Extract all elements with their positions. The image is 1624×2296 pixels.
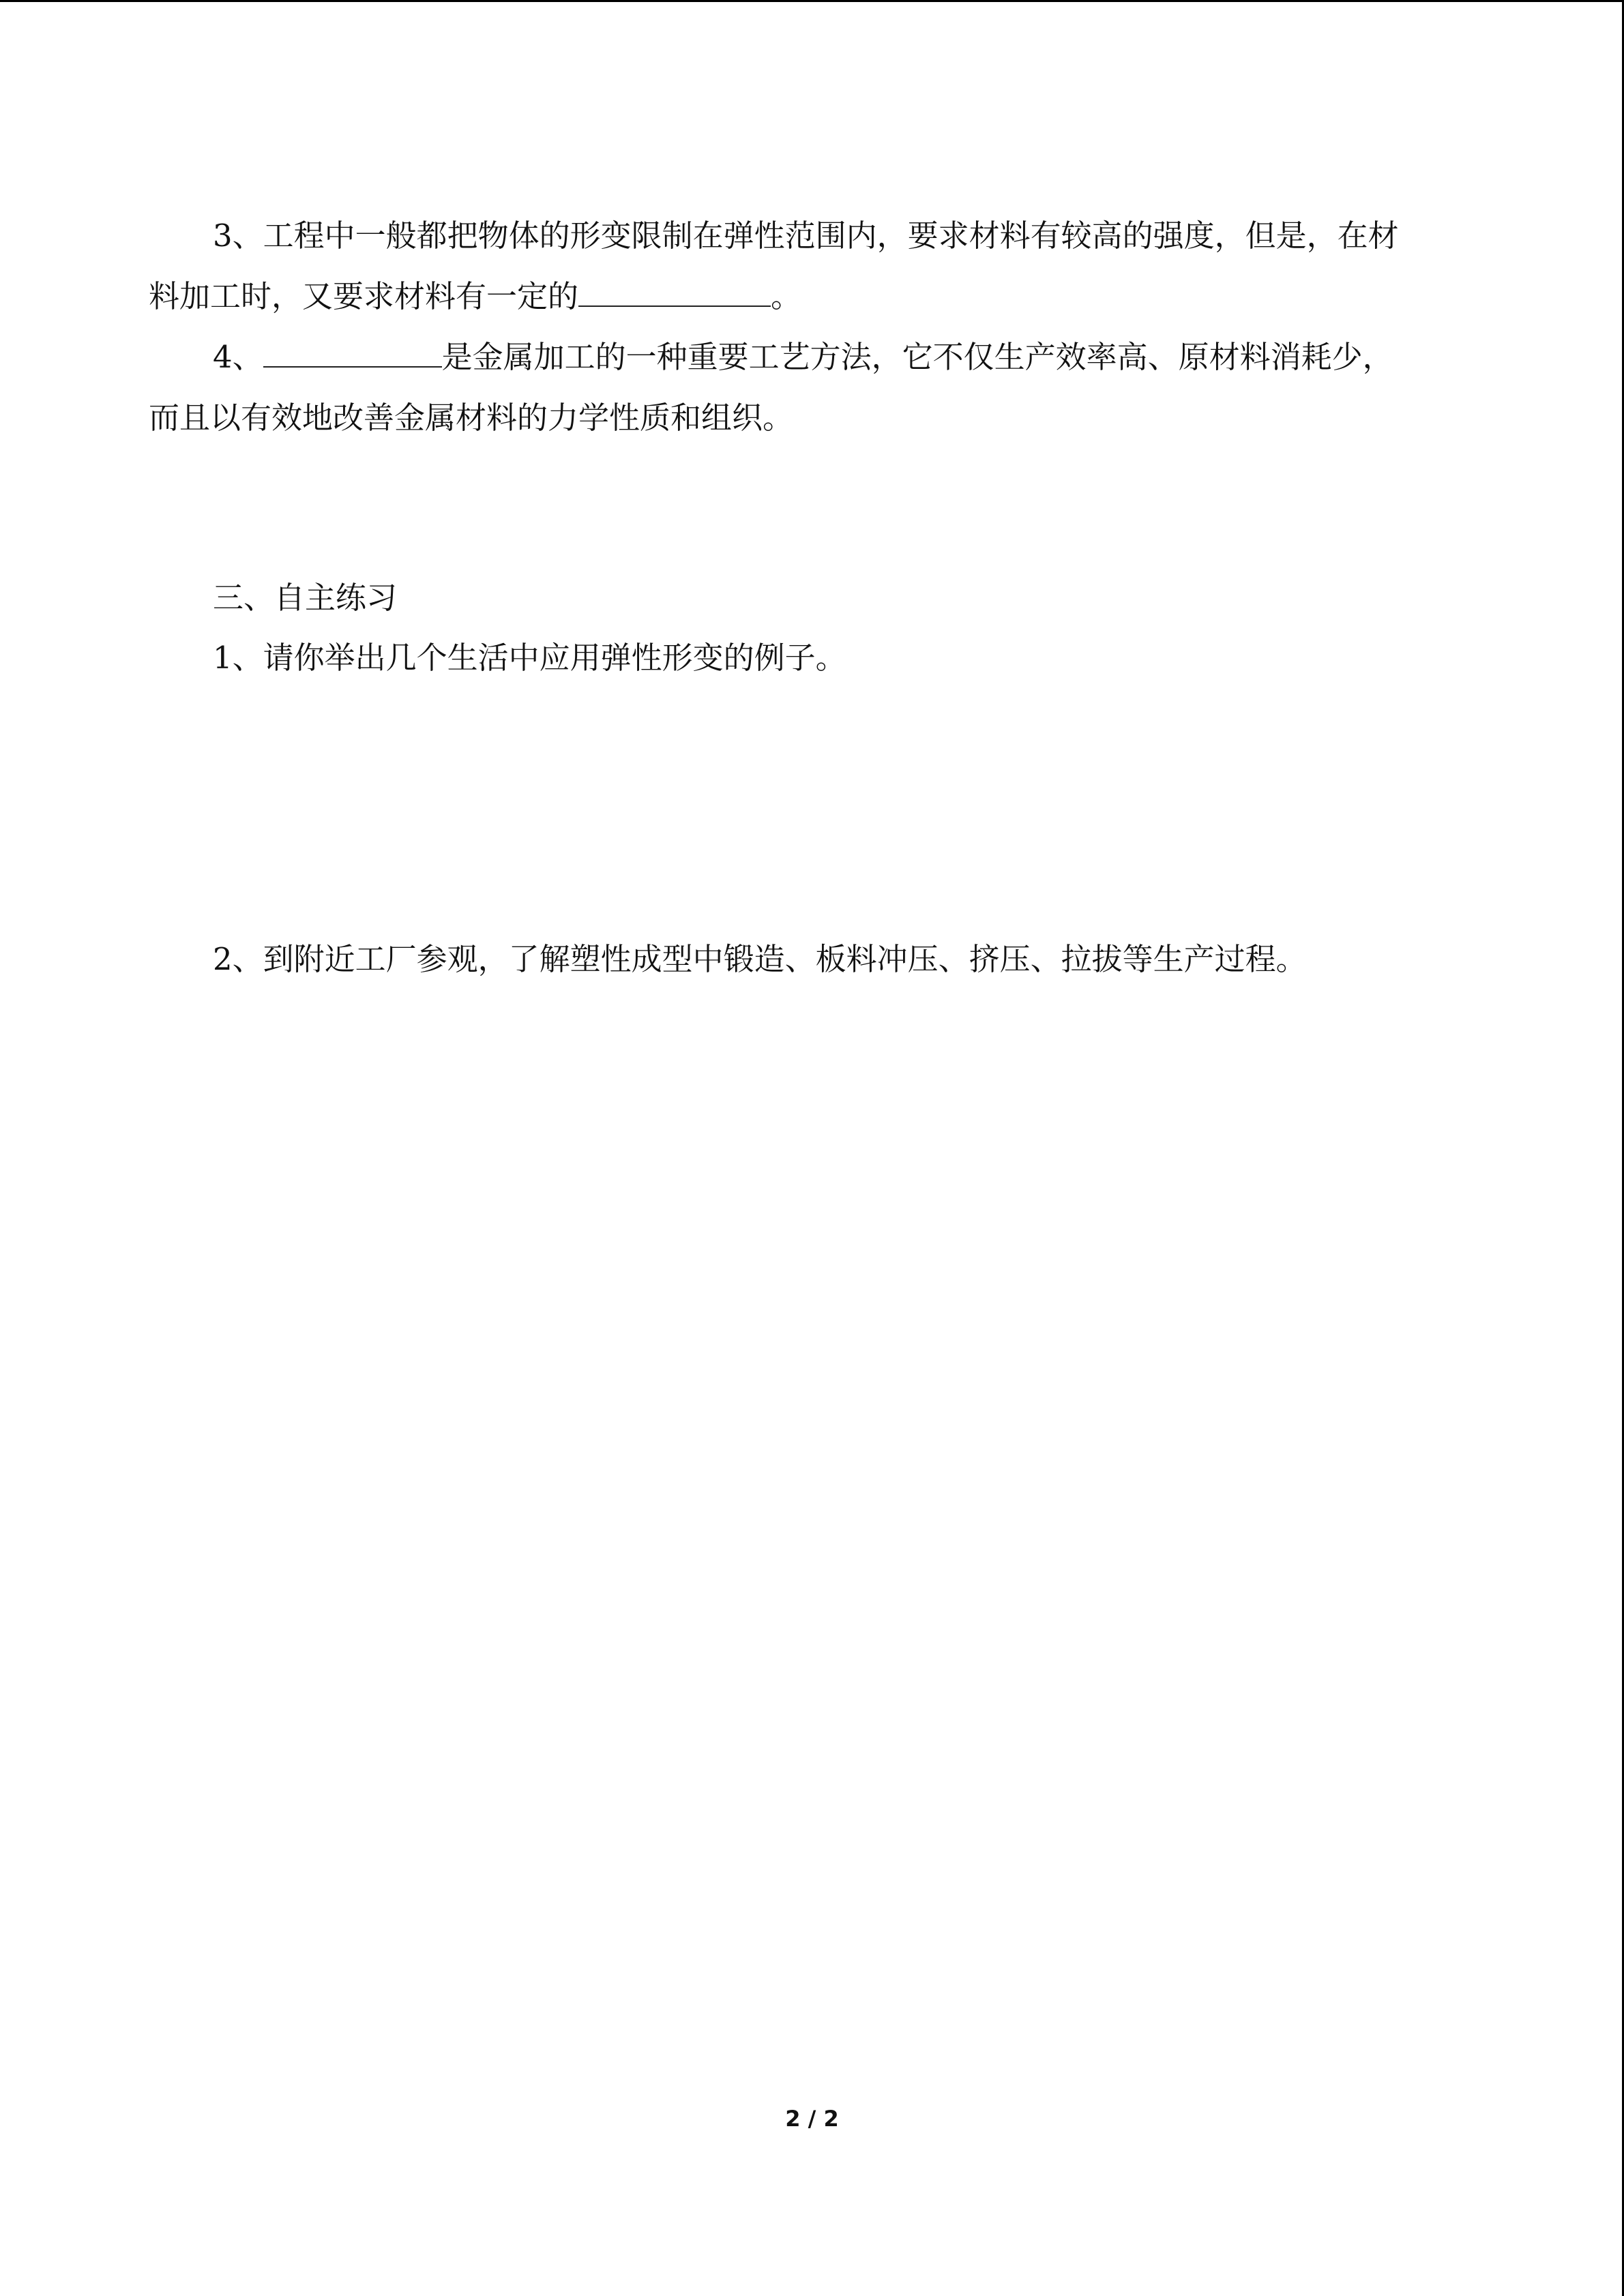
question-4-number: 4、 — [213, 339, 263, 375]
question-3-answer-blank — [578, 278, 771, 307]
question-3-line-2 — [149, 276, 801, 317]
question-4-line-1 — [213, 337, 1393, 378]
question-4-answer-blank — [263, 339, 442, 368]
practice-item-1: 1、请你举出几个生活中应用弹性形变的例子。 — [213, 640, 846, 676]
section-3-heading: 三、自主练习 — [213, 580, 398, 616]
question-4-line-1-text: 是金属加工的一种重要工艺方法，它不仅生产效率高、原材料消耗少， — [441, 339, 1393, 375]
question-3-line-2-prefix: 料加工时，又要求材料有一定的 — [149, 278, 579, 314]
question-3-line-1: 3、工程中一般都把物体的形变限制在弹性范围内，要求材料有较高的强度，但是，在材 — [213, 218, 1399, 254]
question-4-line-2: 而且以有效地改善金属材料的力学性质和组织。 — [149, 400, 794, 436]
page-number: 2 / 2 — [785, 2106, 839, 2132]
question-3-line-2-suffix: 。 — [771, 278, 802, 314]
practice-item-2: 2、到附近工厂参观，了解塑性成型中锻造、板料冲压、挤压、拉拔等生产过程。 — [213, 941, 1307, 977]
